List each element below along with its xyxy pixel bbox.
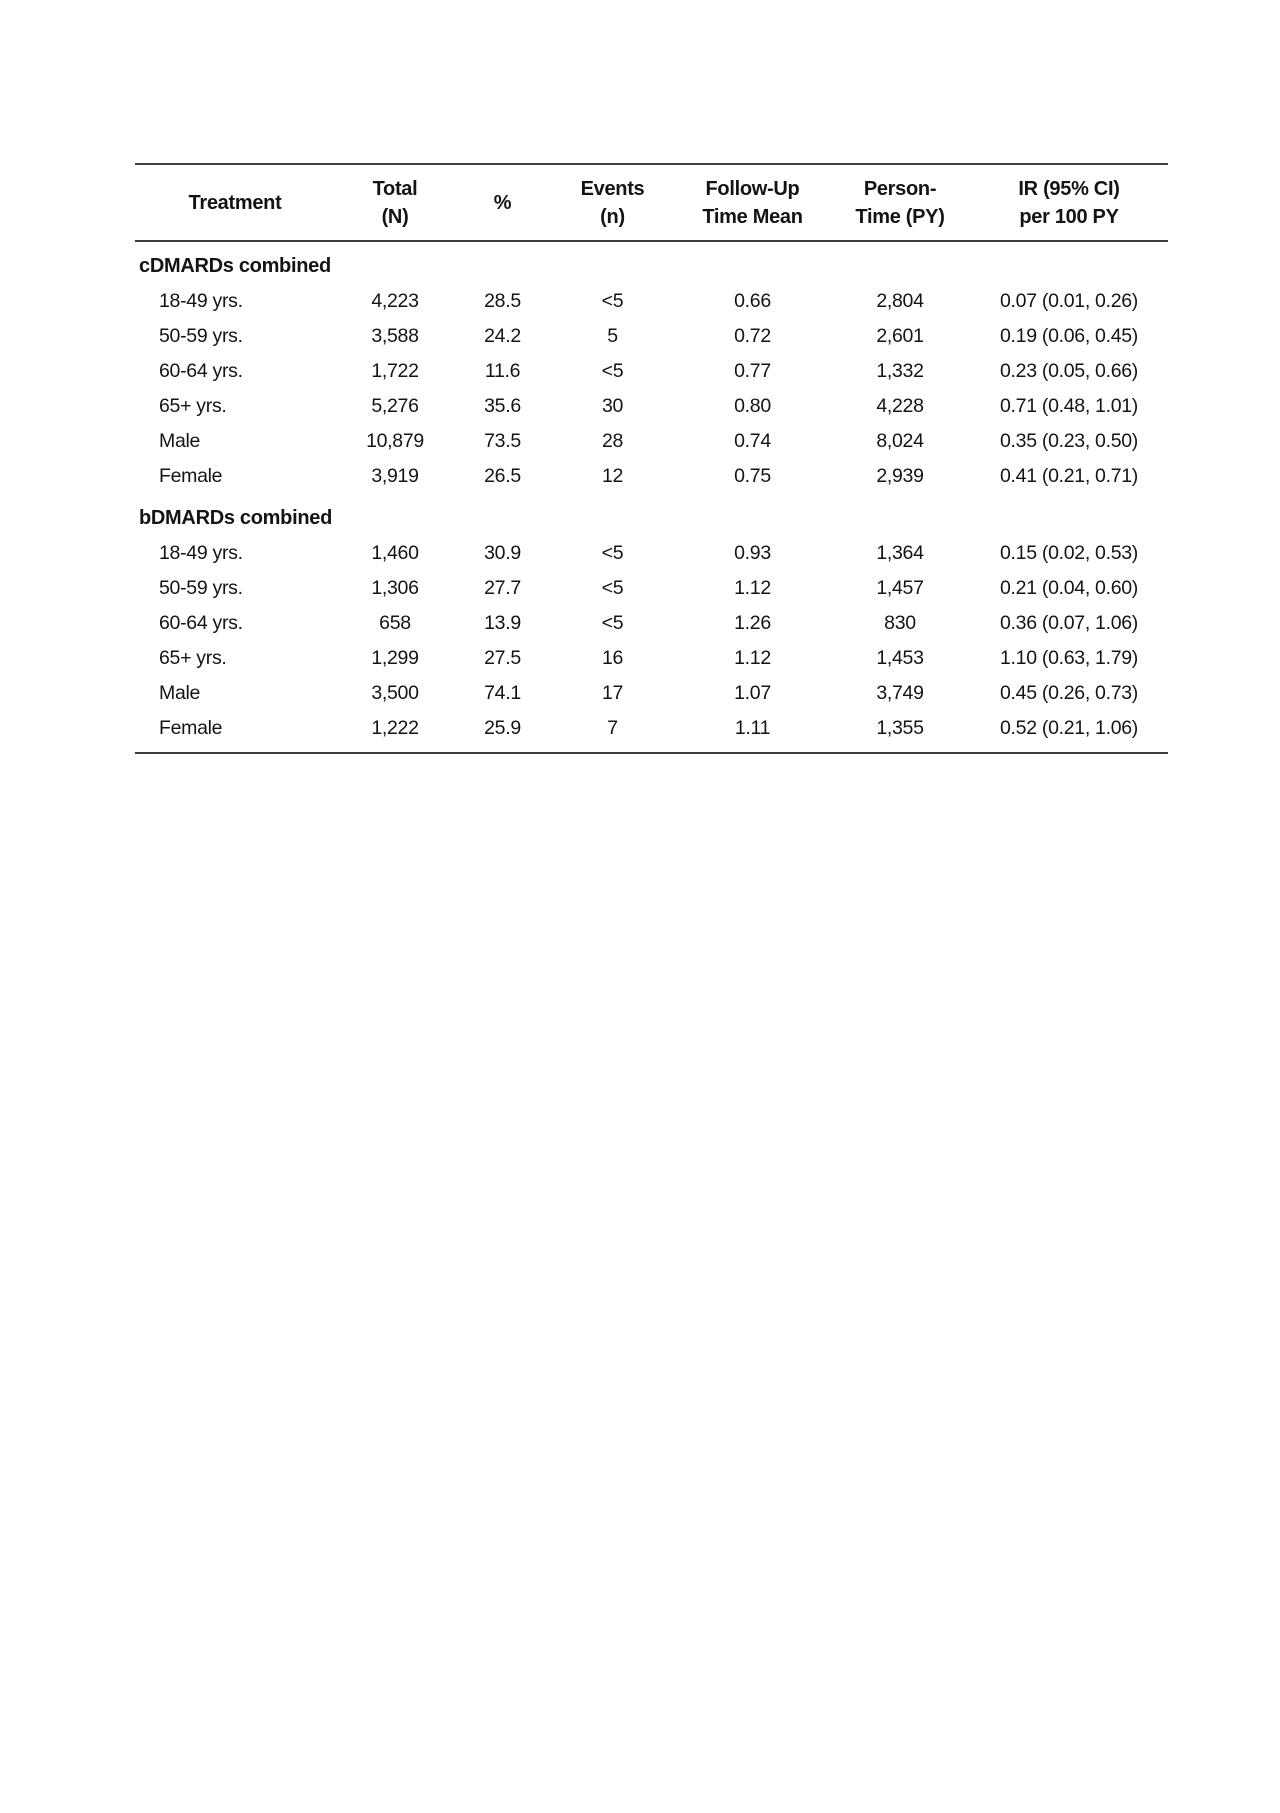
section-header-row [135, 494, 1168, 536]
header-line: Person- [863, 178, 937, 200]
table-cell: 1,460 [371, 542, 419, 564]
column-header-events-n [550, 164, 675, 241]
table-row [135, 571, 1168, 606]
table-body [135, 241, 1168, 753]
table-cell: 73.5 [484, 430, 521, 452]
table-row [135, 711, 1168, 753]
table-cell: 0.80 [734, 395, 771, 417]
table-cell: <5 [601, 360, 624, 382]
table-cell: 1,222 [371, 717, 419, 739]
table-cell: 28 [601, 430, 624, 452]
table-cell: 0.15 (0.02, 0.53) [1000, 542, 1138, 564]
table-cell: 0.41 (0.21, 0.71) [1000, 465, 1138, 487]
table-row [135, 319, 1168, 354]
table-cell: 0.74 [734, 430, 771, 452]
header-line: (N) [381, 206, 409, 228]
table-cell: 5 [607, 325, 618, 347]
row-label: 60-64 yrs. [159, 360, 243, 382]
table-cell: 27.5 [484, 647, 521, 669]
table-cell: 2,601 [876, 325, 924, 347]
table-cell: 1,332 [876, 360, 924, 382]
table-cell: 11.6 [484, 360, 521, 382]
table-cell: 0.75 [734, 465, 771, 487]
header-line: IR (95% CI) [1018, 178, 1120, 200]
table-cell: 3,500 [371, 682, 419, 704]
column-header-followup-time-mean [675, 164, 830, 241]
column-header-treatment [135, 164, 335, 241]
table-cell: 1.26 [734, 612, 771, 634]
header-line: Events [580, 178, 645, 200]
table-cell: 26.5 [484, 465, 521, 487]
row-label: 18-49 yrs. [159, 542, 243, 564]
table-cell: 0.07 (0.01, 0.26) [1000, 290, 1138, 312]
table-cell: 25.9 [484, 717, 521, 739]
table-cell: 0.36 (0.07, 1.06) [1000, 612, 1138, 634]
table-row [135, 641, 1168, 676]
table-cell: 0.93 [734, 542, 771, 564]
row-label: Female [159, 717, 223, 739]
table-cell: 0.23 (0.05, 0.66) [1000, 360, 1138, 382]
row-label: Male [159, 430, 201, 452]
incidence-rate-table [135, 163, 1168, 754]
table-cell: 7 [607, 717, 618, 739]
table-cell: 4,223 [371, 290, 419, 312]
table-cell: <5 [601, 290, 624, 312]
table-cell: 1,306 [371, 577, 419, 599]
header-line: Time Mean [702, 206, 803, 228]
table-cell: 30 [601, 395, 624, 417]
table-cell: 2,804 [876, 290, 924, 312]
row-label: 50-59 yrs. [159, 325, 243, 347]
table-row [135, 284, 1168, 319]
table-cell: 28.5 [484, 290, 521, 312]
table-cell: 3,749 [876, 682, 924, 704]
table-cell: 1.07 [734, 682, 771, 704]
table-cell: 0.52 (0.21, 1.06) [1000, 717, 1138, 739]
table-cell: 0.77 [734, 360, 771, 382]
table-cell: 1.11 [734, 717, 771, 739]
table-cell: 3,919 [371, 465, 419, 487]
row-label: 65+ yrs. [159, 647, 227, 669]
section-title: bDMARDs combined [139, 507, 332, 529]
table-cell: 1,299 [371, 647, 419, 669]
table-cell: 16 [601, 647, 624, 669]
table-cell: 1,722 [371, 360, 419, 382]
row-label: 50-59 yrs. [159, 577, 243, 599]
table-row [135, 424, 1168, 459]
table-cell: <5 [601, 577, 624, 599]
table-cell: 0.35 (0.23, 0.50) [1000, 430, 1138, 452]
table-cell: 13.9 [484, 612, 521, 634]
table-cell: 1.12 [734, 577, 771, 599]
table-cell: <5 [601, 612, 624, 634]
table-cell: 1,457 [876, 577, 924, 599]
table-cell: 35.6 [484, 395, 521, 417]
section-title: cDMARDs combined [139, 255, 331, 277]
table-header [135, 164, 1168, 241]
row-label: 65+ yrs. [159, 395, 227, 417]
table-cell: 0.19 (0.06, 0.45) [1000, 325, 1138, 347]
table-cell: 24.2 [484, 325, 521, 347]
table-cell: 10,879 [366, 430, 424, 452]
row-label: 18-49 yrs. [159, 290, 243, 312]
table-cell: 4,228 [876, 395, 924, 417]
header-line: Time (PY) [855, 206, 945, 228]
table-cell: 1.12 [734, 647, 771, 669]
table-cell: 74.1 [484, 682, 521, 704]
table-cell: 30.9 [484, 542, 521, 564]
header-line: % [493, 192, 512, 214]
row-label: Female [159, 465, 223, 487]
section-header-row [135, 241, 1168, 284]
row-label: 60-64 yrs. [159, 612, 243, 634]
table-row [135, 389, 1168, 424]
column-header-total-n [335, 164, 455, 241]
table-cell: 8,024 [876, 430, 924, 452]
header-line: Treatment [188, 192, 282, 214]
table-cell: 5,276 [371, 395, 419, 417]
table-cell: <5 [601, 542, 624, 564]
table-cell: 27.7 [484, 577, 521, 599]
table-cell: 17 [601, 682, 624, 704]
table-cell: 1.10 (0.63, 1.79) [1000, 647, 1138, 669]
table-row [135, 459, 1168, 494]
table-row [135, 606, 1168, 641]
table-cell: 0.66 [734, 290, 771, 312]
table-cell: 2,939 [876, 465, 924, 487]
table-row [135, 354, 1168, 389]
header-row [135, 164, 1168, 241]
column-header-ir-95ci-per-100py [970, 164, 1168, 241]
table-cell: 0.72 [734, 325, 771, 347]
table-cell: 1,355 [876, 717, 924, 739]
table-cell: 3,588 [371, 325, 419, 347]
table-cell: 0.71 (0.48, 1.01) [1000, 395, 1138, 417]
table-cell: 0.45 (0.26, 0.73) [1000, 682, 1138, 704]
column-header-person-time-py [830, 164, 970, 241]
row-label: Male [159, 682, 201, 704]
table-cell: 0.21 (0.04, 0.60) [1000, 577, 1138, 599]
header-line: (n) [600, 206, 625, 228]
header-line: Total [372, 178, 418, 200]
table-cell: 658 [379, 612, 411, 634]
header-line: Follow-Up [705, 178, 800, 200]
table-cell: 1,364 [876, 542, 924, 564]
header-line: per 100 PY [1019, 206, 1119, 228]
table-cell: 830 [884, 612, 916, 634]
table-row [135, 536, 1168, 571]
table-cell: 1,453 [876, 647, 924, 669]
column-header-percent [455, 164, 550, 241]
table-cell: 12 [601, 465, 624, 487]
table-row [135, 676, 1168, 711]
